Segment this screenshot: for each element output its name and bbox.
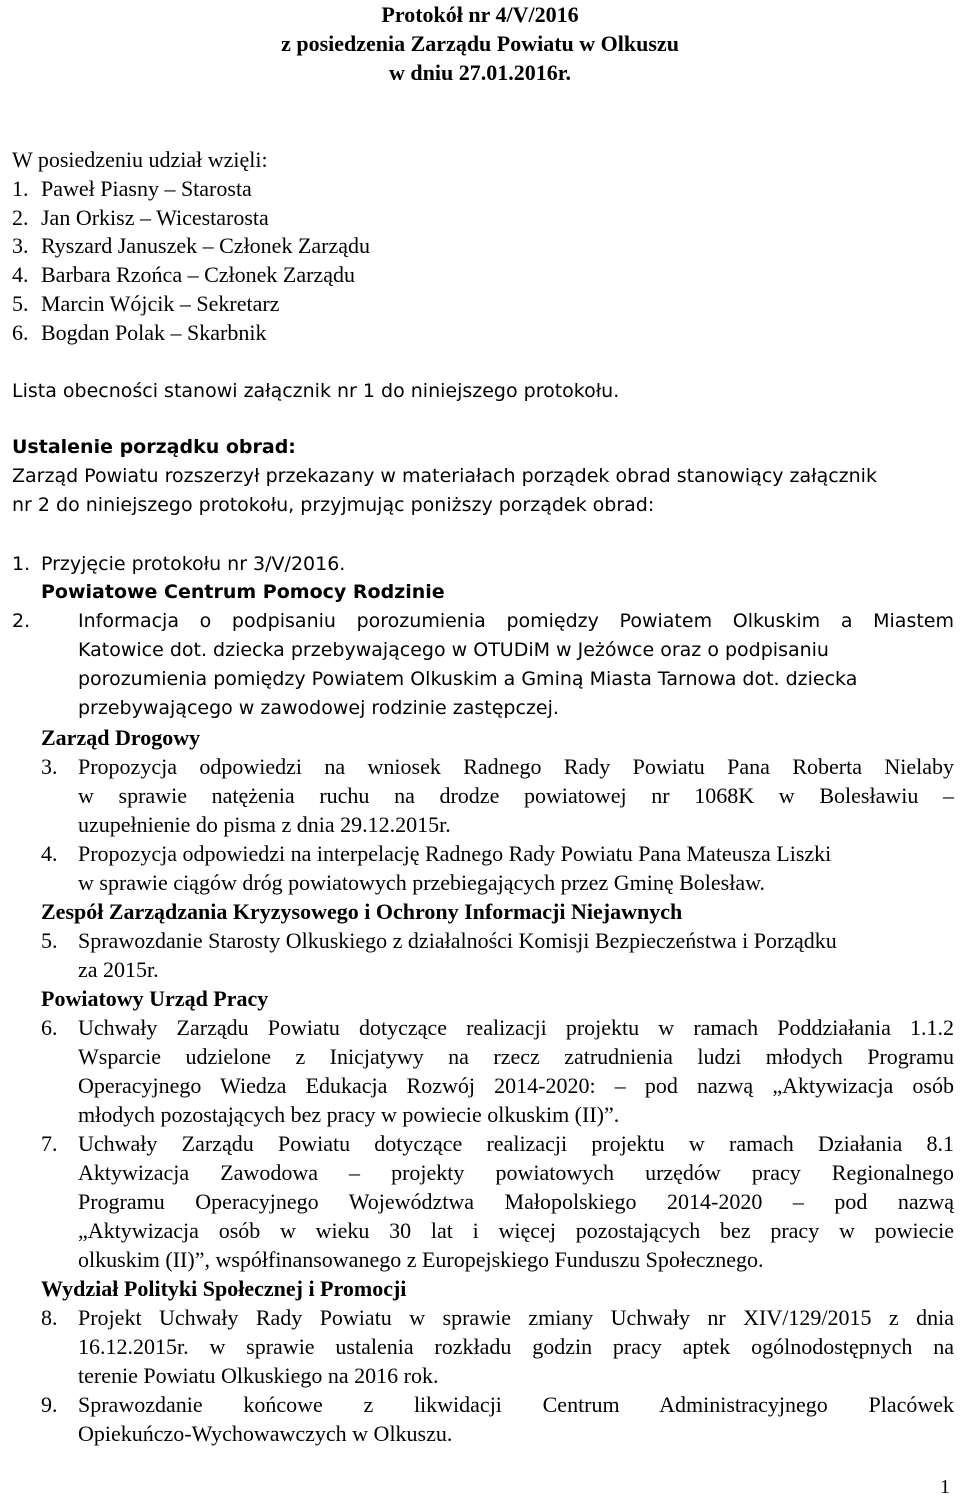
attendance-member: Ryszard Januszek – Członek Zarządu (41, 233, 371, 258)
attendance-member: Jan Orkisz – Wicestarosta (41, 205, 269, 230)
agenda-item-line: Uchwały Zarządu Powiatu dotyczące realizacji projektu w ramach Działania 8.1 (78, 1131, 954, 1156)
agenda-item-line: Propozycja odpowiedzi na wniosek Radnego Rady Powiatu Pana Roberta Nielaby (78, 754, 954, 779)
agenda-item-line: Propozycja odpowiedzi na interpelację Radnego Rady Powiatu Pana Mateusza Liszki (78, 841, 832, 866)
agenda-item-num: 7. (41, 1131, 58, 1156)
agenda-item-line: Projekt Uchwały Rady Powiatu w sprawie zmiany Uchwały nr XIV/129/2015 z dnia (78, 1305, 954, 1330)
attendance-member: Paweł Piasny – Starosta (41, 176, 252, 201)
page-number: 1 (940, 1476, 950, 1498)
attendance-intro: W posiedzeniu udział wzięli: (12, 147, 268, 172)
agenda-item-line: w sprawie natężenia ruchu na drodze powiatowej nr 1068K w Bolesławiu – (78, 783, 954, 808)
agenda-item-num: 5. (41, 928, 58, 953)
attendance-attachment-note: Lista obecności stanowi załącznik nr 1 do niniejszego protokołu. (12, 380, 620, 402)
section-heading-wpsp: Wydział Polityki Społecznej i Promocji (41, 1276, 407, 1301)
agenda-item-line: olkuskim (II)”, współfinansowanego z Europejskiego Funduszu Społecznego. (78, 1247, 764, 1272)
section-heading-zzk: Zespół Zarządzania Kryzysowego i Ochrony Informacji Niejawnych (41, 899, 683, 924)
agenda-item-line: Wsparcie udzielone z Inicjatywy na rzecz zatrudnienia ludzi młodych Programu (78, 1044, 954, 1069)
attendance-member-num: 2. (12, 205, 29, 230)
agenda-item-line: Aktywizacja Zawodowa – projekty powiatowych urzędów pracy Regionalnego (78, 1160, 954, 1185)
section-heading-pup: Powiatowy Urząd Pracy (41, 986, 269, 1011)
attendance-member-num: 4. (12, 262, 29, 287)
agenda-item-line: Opiekuńczo-Wychowawczych w Olkuszu. (78, 1421, 453, 1446)
attendance-member-num: 1. (12, 176, 29, 201)
document-date: w dniu 27.01.2016r. (389, 60, 571, 85)
agenda-item-line: Informacja o podpisaniu porozumienia pomiędzy Powiatem Olkuskim a Miastem (78, 610, 954, 632)
agenda-item-num: 6. (41, 1015, 58, 1040)
agenda-item-line: Katowice dot. dziecka przebywającego w OTUDiM w Jeżówce oraz o podpisaniu (78, 639, 829, 661)
agenda-item-line: terenie Powiatu Olkuskiego na 2016 rok. (78, 1363, 439, 1388)
agenda-item-text: Przyjęcie protokołu nr 3/V/2016. (41, 553, 346, 575)
section-heading-zd: Zarząd Drogowy (41, 725, 201, 750)
agenda-item-num: 3. (41, 754, 58, 779)
agenda-item-line: Operacyjnego Wiedza Edukacja Rozwój 2014-2020: – pod nazwą „Aktywizacja osób (78, 1073, 954, 1098)
agenda-item-num: 9. (41, 1392, 58, 1417)
agenda-heading: Ustalenie porządku obrad: (12, 436, 296, 458)
attendance-member: Bogdan Polak – Skarbnik (41, 320, 267, 345)
agenda-item-line: przebywającego w zawodowej rodzinie zastępczej. (78, 697, 559, 719)
agenda-intro-line: Zarząd Powiatu rozszerzył przekazany w materiałach porządek obrad stanowiący załącznik (12, 465, 877, 487)
agenda-item-line: młodych pozostających bez pracy w powiecie olkuskim (II)”. (78, 1102, 620, 1127)
document-title: Protokół nr 4/V/2016 (381, 2, 579, 27)
agenda-item-line: Programu Operacyjnego Województwa Małopolskiego 2014-2020 – pod nazwą (78, 1189, 954, 1214)
agenda-intro-line: nr 2 do niniejszego protokołu, przyjmując poniższy porządek obrad: (12, 494, 655, 516)
agenda-item-num: 4. (41, 841, 58, 866)
agenda-item-line: Sprawozdanie końcowe z likwidacji Centrum Administracyjnego Placówek (78, 1392, 954, 1417)
agenda-item-line: „Aktywizacja osób w wieku 30 lat i więcej pozostających bez pracy w powiecie (78, 1218, 954, 1243)
agenda-item-line: porozumienia pomiędzy Powiatem Olkuskim a Gminą Miasta Tarnowa dot. dziecka (78, 668, 858, 690)
attendance-member-num: 3. (12, 233, 29, 258)
attendance-member: Barbara Rzońca – Członek Zarządu (41, 262, 355, 287)
agenda-item-num: 2. (12, 610, 31, 632)
attendance-member: Marcin Wójcik – Sekretarz (41, 291, 280, 316)
agenda-item-line: Uchwały Zarządu Powiatu dotyczące realizacji projektu w ramach Poddziałania 1.1.2 (78, 1015, 954, 1040)
document-subtitle: z posiedzenia Zarządu Powiatu w Olkuszu (281, 31, 679, 56)
section-heading-pcpr: Powiatowe Centrum Pomocy Rodzinie (41, 581, 445, 603)
agenda-item-line: za 2015r. (78, 957, 159, 982)
attendance-member-num: 5. (12, 291, 29, 316)
agenda-item-line: uzupełnienie do pisma z dnia 29.12.2015r. (78, 812, 451, 837)
agenda-item-line: 16.12.2015r. w sprawie ustalenia rozkładu godzin pracy aptek ogólnodostępnych na (78, 1334, 954, 1359)
agenda-item-num: 1. (12, 553, 31, 575)
attendance-member-num: 6. (12, 320, 29, 345)
agenda-item-line: Sprawozdanie Starosty Olkuskiego z działalności Komisji Bezpieczeństwa i Porządku (78, 928, 837, 953)
agenda-item-line: w sprawie ciągów dróg powiatowych przebiegających przez Gminę Bolesław. (78, 870, 766, 895)
agenda-item-num: 8. (41, 1305, 58, 1330)
